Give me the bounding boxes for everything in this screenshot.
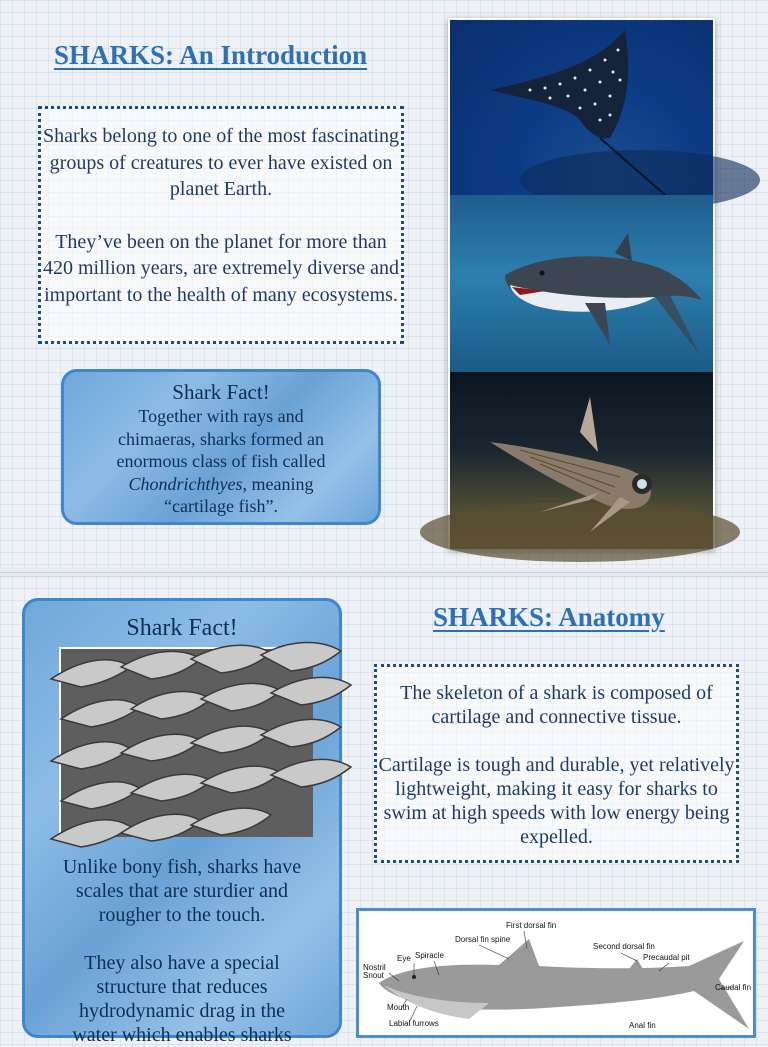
- label-dorsal-fin-spine: Dorsal fin spine: [455, 935, 511, 944]
- great-white-shark-illustration: [450, 195, 713, 372]
- intro-text-box: [38, 106, 404, 344]
- shark-anatomy-diagram: [356, 908, 756, 1038]
- fact-heading: Shark Fact!: [172, 380, 270, 404]
- eagle-ray-illustration: [450, 20, 713, 195]
- intro-paragraph-1: Sharks belong to one of the most fascinating groups of creatures to ever have existed on planet Earth.: [42, 125, 400, 200]
- denticles-illustration: [61, 649, 313, 837]
- label-precaudal-pit: Precaudal pit: [643, 953, 690, 962]
- intro-paragraph-2: They’ve been on the planet for more than 420 million years, are extremely diverse and important to the health of many ecosystems.: [43, 230, 399, 306]
- shark-fact-box-scales: [22, 598, 342, 1046]
- photo-chimaera: [450, 372, 713, 549]
- fact-body: [25, 855, 339, 1047]
- label-labial-furrows: Labial furrows: [389, 1019, 439, 1028]
- page-title-anatomy: SHARKS: Anatomy: [433, 602, 665, 632]
- page-title-introduction: SHARKS: An Introduction: [54, 40, 368, 70]
- anatomy-paragraph-2: Cartilage is tough and durable, yet relatively lightweight, making it easy for sharks to swim at high speeds with low energy being expelled.: [378, 754, 735, 848]
- photo-column: [448, 18, 715, 549]
- anatomy-paragraph-1: The skeleton of a shark is composed of cartilage and connective tissue.: [400, 682, 713, 728]
- label-anal-fin: Anal fin: [629, 1021, 656, 1030]
- label-first-dorsal-fin: First dorsal fin: [506, 921, 557, 930]
- label-eye: Eye: [397, 954, 411, 963]
- fact-paragraph-1: Unlike bony fish, sharks have scales that are sturdier and rougher to the touch.: [62, 856, 302, 926]
- fact-text: Together with rays and chimaeras, sharks formed an enormous class of fish called Chondrichthyes, meaning “cartilage fish”.: [116, 406, 326, 516]
- label-nostril: Nostril: [363, 963, 386, 972]
- fact-term-italic: Chondrichthyes: [128, 473, 243, 494]
- label-mouth: Mouth: [387, 1003, 410, 1012]
- anatomy-text-box: [374, 664, 739, 863]
- shark-fact-box-classification: [61, 369, 381, 525]
- label-spiracle: Spiracle: [415, 951, 444, 960]
- label-caudal-fin: Caudal fin: [715, 983, 752, 992]
- fact-heading: Shark Fact!: [126, 615, 238, 641]
- chimaera-illustration: [450, 372, 713, 549]
- label-snout: Snout: [363, 971, 384, 980]
- dermal-denticles-image: [59, 647, 311, 835]
- photo-eagle-ray: [450, 20, 713, 195]
- label-second-dorsal-fin: Second dorsal fin: [593, 942, 655, 951]
- photo-great-white-shark: [450, 195, 713, 372]
- fact-paragraph-2: They also have a special structure that reduces hydrodynamic drag in the water which enables sharks: [72, 952, 292, 1046]
